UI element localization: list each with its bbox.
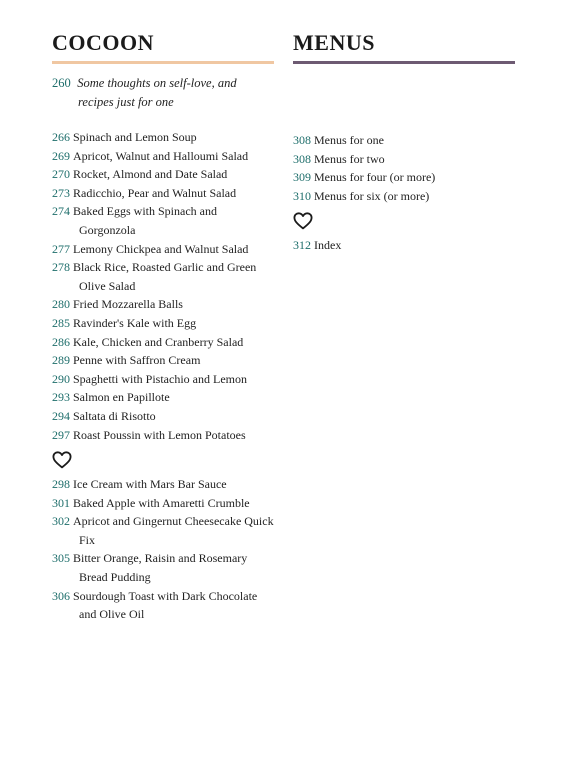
toc-entry (52, 314, 274, 333)
toc-entry (52, 407, 274, 426)
recipe-title: Penne with Saffron Cream (73, 353, 201, 368)
page-number: 277 (52, 241, 70, 256)
page-number: 290 (52, 371, 70, 386)
toc-entry (52, 587, 274, 624)
menu-title: Menus for one (314, 133, 384, 147)
page-number: 308 (293, 133, 311, 147)
recipe-title: Ice Cream with Mars Bar Sauce (73, 477, 227, 492)
page-number: 273 (52, 185, 70, 200)
page-number: 308 (293, 151, 311, 166)
menu-title: Menus for six (or more) (314, 188, 430, 203)
toc-entry (52, 494, 274, 513)
recipe-title: Spaghetti with Pistachio and Lemon (73, 371, 247, 386)
page-number: 309 (293, 170, 311, 185)
cocoon-column (52, 30, 274, 624)
page-number: 274 (52, 204, 70, 219)
page-number: 280 (52, 297, 70, 312)
toc-entry (52, 549, 274, 586)
page-number: 298 (52, 477, 70, 492)
page-number: 269 (52, 148, 70, 163)
toc-entry (293, 187, 515, 206)
toc-entry (52, 184, 274, 203)
page-number: 302 (52, 514, 70, 529)
intro-title: Some thoughts on self-love, and recipes just for one (77, 76, 237, 109)
intro-entry (52, 74, 274, 112)
heart-outline-icon (52, 451, 72, 469)
recipe-title: Apricot, Walnut and Halloumi Salad (73, 148, 249, 163)
recipe-title: Saltata di Risotto (73, 408, 156, 423)
recipe-title: Lemony Chickpea and Walnut Salad (73, 241, 249, 256)
recipe-title: Black Rice, Roasted Garlic and Green Olive Salad (73, 260, 257, 293)
recipe-title: Sourdough Toast with Dark Chocolate and Olive Oil (73, 588, 258, 622)
page-number: 285 (52, 315, 70, 330)
toc-entry (52, 165, 274, 184)
toc-entry (52, 351, 274, 370)
cocoon-recipe-list (52, 128, 274, 444)
toc-entry (52, 475, 274, 494)
toc-entry (293, 150, 515, 169)
page-number: 310 (293, 188, 311, 203)
heart-outline-icon (293, 212, 313, 230)
toc-entry (52, 128, 274, 147)
toc-entry (293, 168, 515, 187)
recipe-title: Kale, Chicken and Cranberry Salad (73, 334, 244, 349)
recipe-title: Bitter Orange, Raisin and Rosemary Bread Pudding (73, 551, 248, 585)
toc-entry (52, 512, 274, 549)
toc-entry (52, 295, 274, 314)
toc-entry (293, 131, 515, 150)
page-number: 312 (293, 238, 311, 253)
recipe-title: Ravinder's Kale with Egg (73, 315, 197, 330)
toc-entry (52, 426, 274, 445)
index-title: Index (314, 238, 342, 253)
recipe-title: Rocket, Almond and Date Salad (73, 167, 228, 182)
page-number: 294 (52, 408, 70, 423)
menus-column (293, 30, 515, 255)
menus-list (293, 131, 515, 205)
recipe-title: Apricot and Gingernut Cheesecake Quick Fix (73, 514, 274, 547)
page-number: 293 (52, 390, 70, 405)
page-number: 266 (52, 130, 70, 144)
page-number: 306 (52, 588, 70, 603)
intro-page-number: 260 (52, 76, 71, 90)
menu-title: Menus for four (or more) (314, 170, 436, 185)
page-number: 297 (52, 427, 70, 442)
recipe-title: Radicchio, Pear and Walnut Salad (73, 185, 237, 200)
page-number: 289 (52, 353, 70, 368)
recipe-title: Fried Mozzarella Balls (73, 297, 183, 312)
page-number: 301 (52, 495, 70, 510)
page-number: 270 (52, 167, 70, 182)
toc-entry (52, 147, 274, 166)
cocoon-heading: COCOON (52, 30, 154, 55)
toc-entry (52, 258, 274, 295)
recipe-title: Baked Apple with Amaretti Crumble (73, 495, 250, 510)
page-number: 278 (52, 260, 70, 275)
menus-heading: MENUS (293, 30, 375, 55)
recipe-title: Salmon en Papillote (73, 390, 170, 405)
recipe-title: Baked Eggs with Spinach and Gorgonzola (73, 204, 217, 237)
page-number: 286 (52, 334, 70, 349)
index-list (293, 236, 515, 255)
recipe-title: Roast Poussin with Lemon Potatoes (73, 427, 246, 442)
toc-entry (52, 202, 274, 239)
toc-entry (52, 370, 274, 389)
cocoon-heading-rule (52, 61, 274, 64)
page-number: 305 (52, 551, 70, 566)
menus-heading-rule (293, 61, 515, 64)
toc-entry (52, 240, 274, 259)
toc-entry (52, 388, 274, 407)
toc-entry (52, 333, 274, 352)
recipe-title: Spinach and Lemon Soup (73, 130, 197, 144)
menu-title: Menus for two (314, 151, 385, 166)
toc-entry (293, 236, 515, 255)
cocoon-sweet-list (52, 475, 274, 624)
